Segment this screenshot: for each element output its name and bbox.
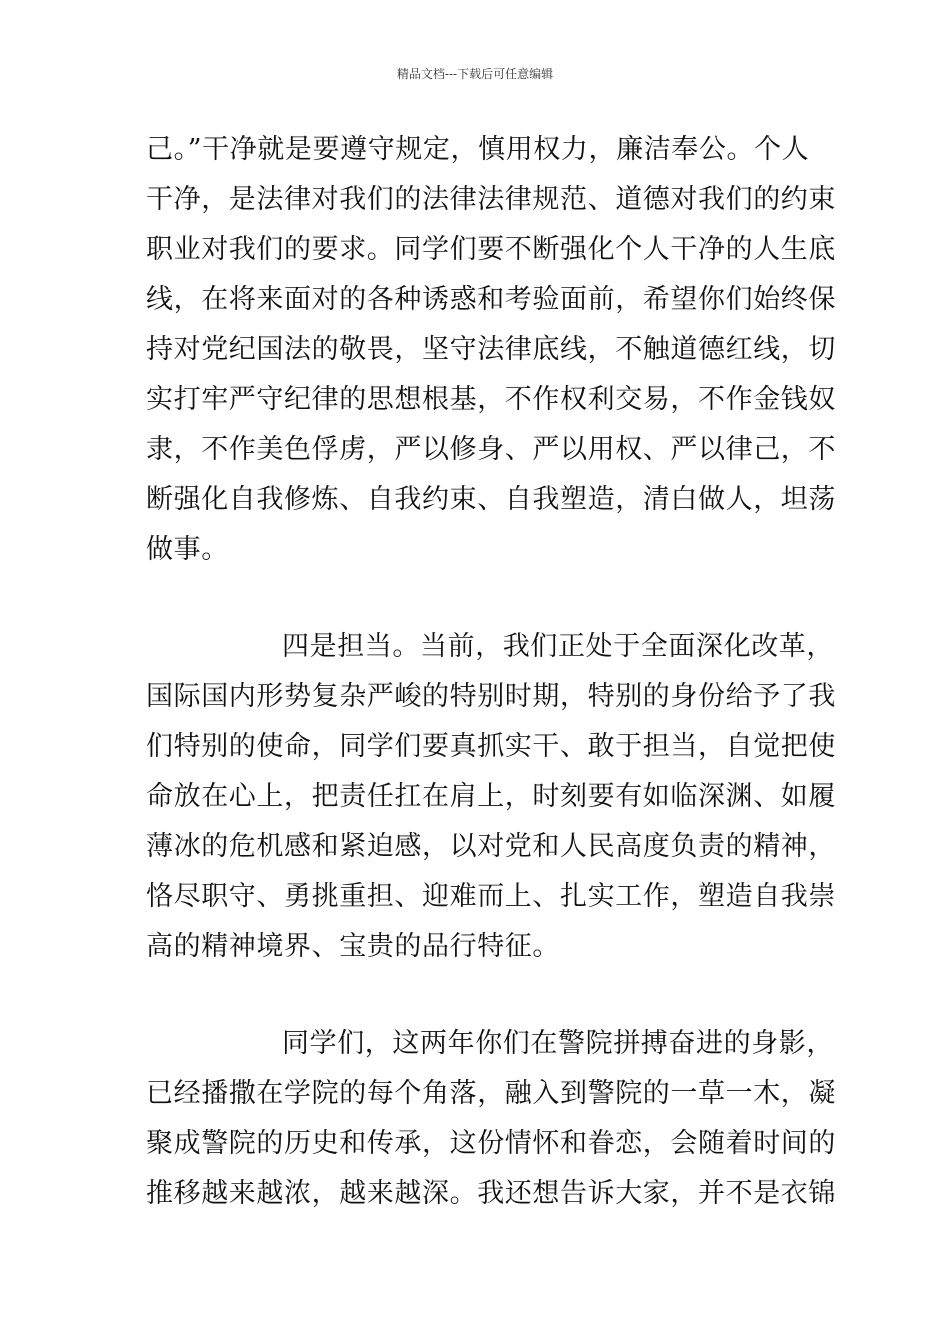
text-line: 聚成警院的历史和传承，这份情怀和眷恋，会随着时间的 xyxy=(146,1128,836,1159)
text-line: 线，在将来面对的各种诱惑和考验面前，希望你们始终保 xyxy=(146,284,836,315)
text-line: 推移越来越浓，越来越深。我还想告诉大家，并不是衣锦 xyxy=(146,1178,836,1209)
text-line: 干净，是法律对我们的法律法律规范、道德对我们的约束 xyxy=(146,184,836,215)
text-line: 做事。 xyxy=(146,534,229,565)
text-line: 四是担当。当前，我们正处于全面深化改革， xyxy=(282,631,834,662)
text-line: 恪尽职守、勇挑重担、迎难而上、扎实工作，塑造自我崇 xyxy=(146,881,836,912)
text-line: 隶，不作美色俘虏，严以修身、严以用权、严以律己，不 xyxy=(146,434,836,465)
page-header: 精品文档---下载后可任意编辑 xyxy=(396,67,554,81)
text-line: 同学们，这两年你们在警院拼搏奋进的身影， xyxy=(282,1028,834,1059)
text-line: 薄冰的危机感和紧迫感，以对党和人民高度负责的精神， xyxy=(146,831,836,862)
text-line: 们特别的使命，同学们要真抓实干、敢于担当，自觉把使 xyxy=(146,731,836,762)
text-line: 已经播撒在学院的每个角落，融入到警院的一草一木，凝 xyxy=(146,1078,836,1109)
text-line: 职业对我们的要求。同学们要不断强化个人干净的人生底 xyxy=(146,234,836,265)
text-line: 命放在心上，把责任扛在肩上，时刻要有如临深渊、如履 xyxy=(146,781,836,812)
text-line: 高的精神境界、宝贵的品行特征。 xyxy=(146,931,560,962)
text-line: 持对党纪国法的敬畏，坚守法律底线，不触道德红线，切 xyxy=(146,334,836,365)
text-line: 己。”干净就是要遵守规定，慎用权力，廉洁奉公。个人 xyxy=(146,134,810,165)
text-line: 断强化自我修炼、自我约束、自我塑造，清白做人，坦荡 xyxy=(146,484,836,515)
text-line: 国际国内形势复杂严峻的特别时期，特别的身份给予了我 xyxy=(146,681,836,712)
text-line: 实打牢严守纪律的思想根基，不作权利交易，不作金钱奴 xyxy=(146,384,836,415)
